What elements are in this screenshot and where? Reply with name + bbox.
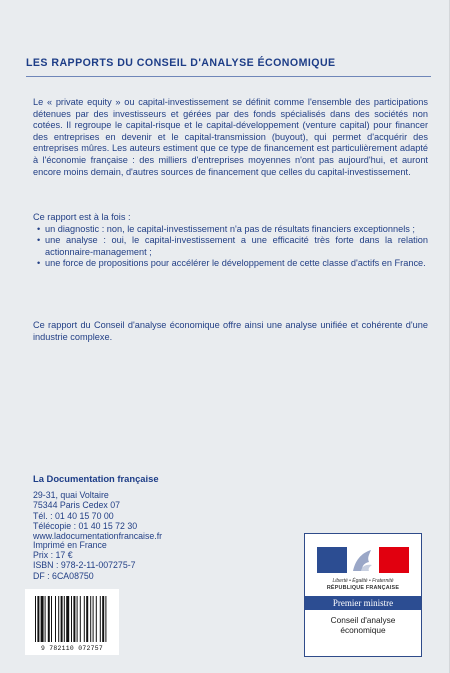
publisher-name: La Documentation française	[33, 473, 159, 484]
conclusion-paragraph: Ce rapport du Conseil d'analyse économique offre ainsi une analyse unifiée et cohérente d'une industrie complexe.	[33, 320, 428, 342]
marianne-icon	[317, 543, 409, 577]
overview-list	[33, 224, 428, 270]
list-item: • une force de propositions pour accélérer le développement de cette classe d'actifs en France.	[45, 258, 428, 270]
address-city: 75344 Paris Cedex 07	[33, 500, 121, 511]
ministry-band: Premier ministre	[305, 596, 421, 610]
price: Prix : 17 €	[33, 550, 73, 561]
fax-number: Télécopie : 01 40 15 72 30	[33, 520, 138, 531]
phone-number: Tél. : 01 40 15 70 00	[33, 510, 114, 521]
barcode-icon	[33, 596, 111, 643]
website-url: www.ladocumentationfrancaise.fr	[33, 531, 163, 542]
council-name	[305, 615, 421, 635]
barcode	[25, 589, 119, 655]
isbn: ISBN : 978-2-11-007275-7	[33, 560, 136, 571]
df-code: DF : 6CA08750	[33, 570, 94, 581]
republic-motto: Liberté • Égalité • Fraternité	[332, 578, 394, 584]
council-name-line2: économique	[340, 625, 386, 635]
list-item: • un diagnostic : non, le capital-investissement n'a pas de résultats financiers exceptionnels ;	[45, 224, 428, 236]
report-overview	[33, 212, 428, 270]
overview-intro: Ce rapport est à la fois :	[33, 212, 131, 222]
marianne-logo	[305, 534, 421, 595]
list-item: • une analyse : oui, le capital-investissement a une efficacité très forte dans la relation actionnaire-management ;	[45, 235, 428, 258]
barcode-digits: 9 782110 072757	[40, 645, 104, 652]
republic-name: RÉPUBLIQUE FRANÇAISE	[326, 585, 400, 591]
series-title: LES RAPPORTS DU CONSEIL D'ANALYSE ÉCONOMIQUE	[26, 57, 336, 69]
pricing-info	[33, 540, 136, 581]
summary-paragraph: Le « private equity » ou capital-investissement se définit comme l'ensemble des participations détenues par des investisseurs et gérées par des fonds spécialisés dans des sociétés non cotées. Il regroupe le capital-risque et le capital-développement (venture capital) pour financer des entreprises en devenir et le capital-transmission (buyout), qui permet d'acquérir des entreprises mûres. Les auteurs estiment que ce type de financement est particulièrement adapté à l'économie française : des milliers d'entreprises moyennes n'ont pas aujourd'hui, et auront encore moins demain, d'autres sources de financement que celles du capital-investissement.	[33, 97, 428, 177]
title-rule	[26, 76, 431, 77]
council-name-line1: Conseil d'analyse	[330, 615, 396, 625]
address-street: 29-31, quai Voltaire	[33, 490, 109, 500]
printed-in: Imprimé en France	[33, 540, 107, 550]
government-logo	[304, 533, 422, 657]
publisher-address	[33, 490, 162, 541]
